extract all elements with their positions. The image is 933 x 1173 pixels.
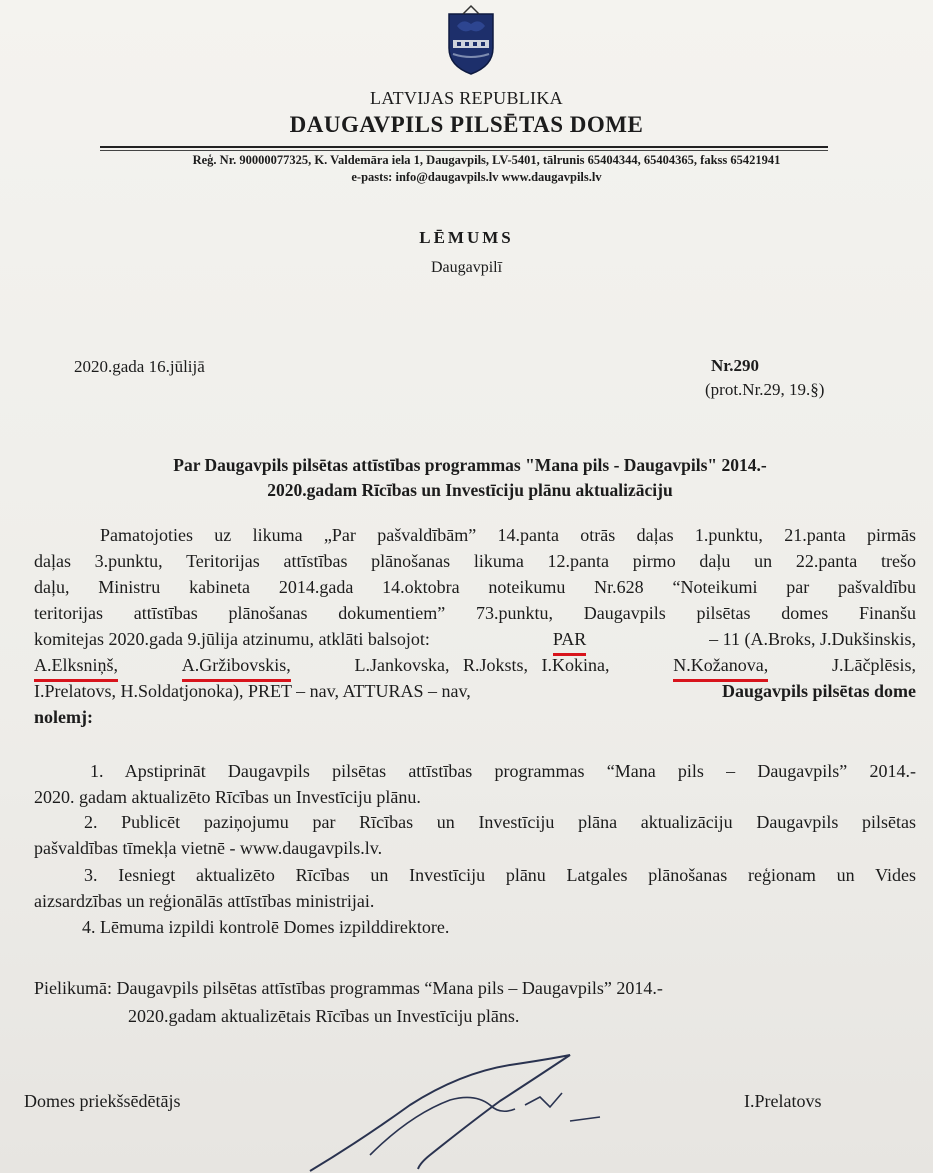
contact-line: Reģ. Nr. 90000077325, K. Valdemāra iela 1, Daugavpils, LV-5401, tālrunis 65404344, 65404365, fakss 65421941 <box>192 153 781 167</box>
member-name: A.Elksniņš, <box>34 652 118 682</box>
council-heading: DAUGAVPILS PILSĒTAS DOME <box>289 112 644 137</box>
vote-for-label: PAR <box>553 626 586 656</box>
signatory-role: Domes priekšsēdētājs <box>24 1091 181 1111</box>
header-divider <box>100 146 828 148</box>
member-name: A.Gržibovskis, <box>182 652 291 682</box>
intro-line: daļas 3.punktu, Teritorijas attīstības plānošanas likuma 12.panta pirmo daļu un 22.panta trešo <box>34 551 916 571</box>
member-name: N.Kožanova, <box>673 652 768 682</box>
decision-item-2-cont: pašvaldības tīmekļa vietnē - www.daugavpils.lv. <box>34 838 383 858</box>
coat-of-arms-icon <box>443 4 499 76</box>
decision-item-2: 2. Publicēt paziņojumu par Rīcības un Investīciju plāna aktualizāciju Daugavpils pilsētas <box>84 812 916 832</box>
handwritten-signature <box>300 1045 630 1173</box>
intro-text: I.Prelatovs, H.Soldatjonoka), PRET – nav, ATTURAS – nav, <box>34 681 471 701</box>
decision-item-1-cont: 2020. gadam aktualizēto Rīcības un Investīciju plānu. <box>34 787 421 807</box>
decision-title-line2: 2020.gadam Rīcības un Investīciju plānu aktualizāciju <box>267 480 673 500</box>
decision-title-line1: Par Daugavpils pilsētas attīstības programmas "Mana pils - Daugavpils" 2014.- <box>173 455 767 475</box>
document-type: LĒMUMS <box>419 228 514 247</box>
intro-text: – 11 (A.Broks, J.Dukšinskis, <box>709 629 916 649</box>
republic-heading: LATVIJAS REPUBLIKA <box>370 88 563 108</box>
email-web-line: e-pasts: info@daugavpils.lv www.daugavpils.lv <box>351 170 602 184</box>
header-divider-thin <box>100 150 828 151</box>
member-name: J.Lāčplēsis, <box>831 655 916 675</box>
decision-item-3: 3. Iesniegt aktualizēto Rīcības un Investīciju plānu Latgales plānošanas reģionam un Vides <box>84 865 916 885</box>
intro-line: nolemj: <box>34 707 93 727</box>
decision-item-4: 4. Lēmuma izpildi kontrolē Domes izpilddirektore. <box>82 917 450 937</box>
document-number: Nr.290 <box>711 356 760 375</box>
signatory-name: I.Prelatovs <box>744 1091 822 1111</box>
decision-item-3-cont: aizsardzības un reģionālās attīstības ministrijai. <box>34 891 375 911</box>
annex-line: 2020.gadam aktualizētais Rīcības un Investīciju plāns. <box>128 1006 520 1026</box>
intro-line: Pamatojoties uz likuma „Par pašvaldībām” 14.panta otrās daļas 1.punktu, 21.panta pirmās <box>100 525 916 545</box>
intro-line <box>34 678 916 705</box>
decision-item-1: 1. Apstiprināt Daugavpils pilsētas attīstības programmas “Mana pils – Daugavpils” 2014.- <box>90 761 916 781</box>
member-names: L.Jankovska, R.Joksts, I.Kokina, <box>354 655 610 675</box>
document-place: Daugavpilī <box>430 259 503 276</box>
intro-line: teritorijas attīstības plānošanas dokumentiem” 73.punktu, Daugavpils pilsētas domes Finanšu <box>34 603 916 623</box>
council-ref: Daugavpils pilsētas dome <box>721 681 916 701</box>
annex-line: Pielikumā: Daugavpils pilsētas attīstības programmas “Mana pils – Daugavpils” 2014.- <box>34 978 663 998</box>
intro-line: daļu, Ministru kabineta 2014.gada 14.oktobra noteikumu Nr.628 “Noteikumi par pašvaldību <box>34 577 916 597</box>
protocol-reference: (prot.Nr.29, 19.§) <box>705 380 825 399</box>
document-date: 2020.gada 16.jūlijā <box>74 357 205 376</box>
intro-text: komitejas 2020.gada 9.jūlija atzinumu, atklāti balsojot: <box>34 629 430 649</box>
